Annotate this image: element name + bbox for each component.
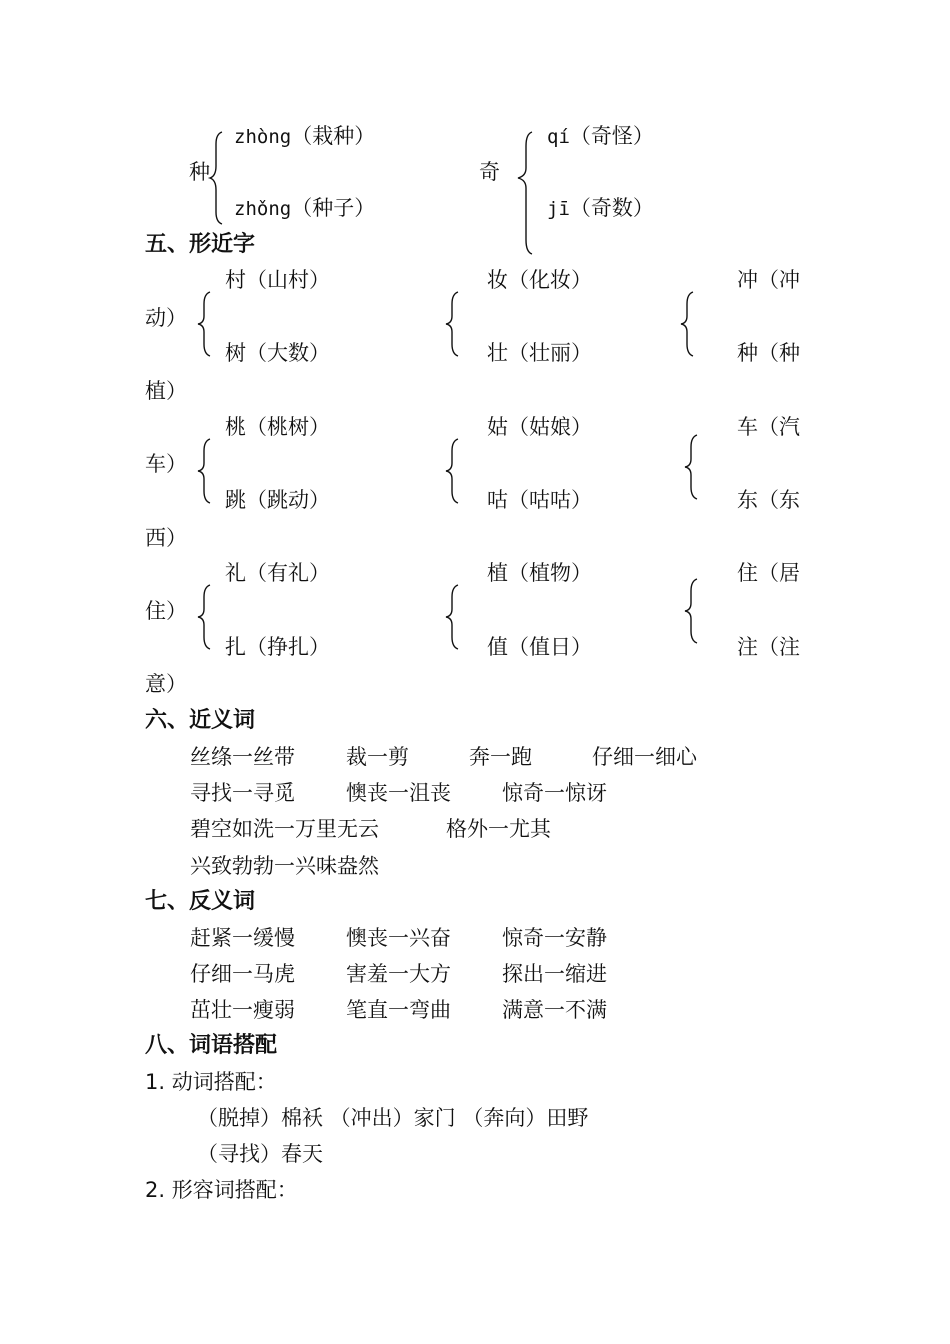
item-label: 1. 动词搭配：: [145, 1070, 277, 1094]
synonym-pair: 格外一尤其: [446, 817, 551, 841]
wrapped-text: 住）: [145, 599, 187, 623]
wrapped-text: 车）: [145, 452, 187, 476]
similar-char-top: 村（山村）: [225, 268, 330, 292]
similar-char-top: 住（居: [737, 561, 800, 585]
example-word: （栽种）: [291, 124, 376, 148]
wrapped-text: 意）: [145, 672, 187, 696]
similar-char-bottom: 值（值日）: [487, 635, 592, 659]
synonym-pair: 碧空如洗一万里无云: [190, 817, 379, 841]
polyphone-reading-2: [234, 196, 375, 221]
polyphone-reading-2: [547, 196, 654, 221]
similar-char-top: 礼（有礼）: [225, 561, 330, 585]
synonym-pair: 裁一剪: [346, 745, 409, 769]
synonym-pair: 惊奇一惊讶: [502, 781, 607, 805]
brace-icon: [514, 128, 534, 258]
brace-icon: [679, 290, 697, 358]
example-word: （奇怪）: [569, 124, 654, 148]
antonym-pair: 笔直一弯曲: [346, 998, 451, 1022]
wrapped-text: 动）: [145, 306, 187, 330]
polyphone-reading-1: [547, 124, 654, 149]
similar-char-top: 桃（桃树）: [225, 415, 330, 439]
pinyin: qí: [547, 126, 570, 148]
collocation-line: （脱掉）棉袄 （冲出）家门 （奔向）田野: [197, 1106, 589, 1130]
similar-char-bottom: 种（种: [737, 341, 800, 365]
brace-icon: [444, 583, 462, 651]
similar-char-top: 车（汽: [737, 415, 800, 439]
synonym-pair: 仔细一细心: [592, 745, 697, 769]
synonym-pair: 奔一跑: [469, 745, 532, 769]
antonym-pair: 害羞一大方: [346, 962, 451, 986]
wrapped-text: 植）: [145, 379, 187, 403]
example-word: （种子）: [291, 196, 376, 220]
brace-icon: [683, 577, 701, 645]
example-word: （奇数）: [569, 196, 654, 220]
section-heading: 七、反义词: [145, 889, 256, 914]
brace-icon: [196, 290, 214, 358]
collocation-line: （寻找）春天: [197, 1142, 323, 1166]
similar-char-top: 植（植物）: [487, 561, 592, 585]
synonym-pair: 丝绦一丝带: [190, 745, 295, 769]
antonym-pair: 茁壮一瘦弱: [190, 998, 295, 1022]
pinyin: zhǒng: [234, 198, 292, 220]
polyphone-reading-1: [234, 124, 375, 149]
similar-char-bottom: 树（大数）: [225, 341, 330, 365]
polyphone-char-zhong: 种: [189, 160, 210, 184]
brace-icon: [444, 437, 462, 505]
pinyin: zhòng: [234, 126, 292, 148]
similar-char-bottom: 注（注: [737, 635, 800, 659]
synonym-pair: 兴致勃勃一兴味盎然: [190, 854, 379, 878]
brace-icon: [683, 433, 701, 501]
section-heading: 五、形近字: [145, 232, 256, 257]
similar-char-top: 妆（化妆）: [487, 268, 592, 292]
antonym-pair: 仔细一马虎: [190, 962, 295, 986]
similar-char-top: 姑（姑娘）: [487, 415, 592, 439]
section-heading: 六、近义词: [145, 708, 256, 733]
section-heading: 八、词语搭配: [145, 1033, 278, 1058]
similar-char-top: 冲（冲: [737, 268, 800, 292]
item-label: 2. 形容词搭配：: [145, 1178, 298, 1202]
similar-char-bottom: 东（东: [737, 488, 800, 512]
synonym-pair: 懊丧一沮丧: [346, 781, 451, 805]
similar-char-bottom: 扎（挣扎）: [225, 635, 330, 659]
similar-char-bottom: 跳（跳动）: [225, 488, 330, 512]
brace-icon: [444, 290, 462, 358]
antonym-pair: 惊奇一安静: [502, 926, 607, 950]
wrapped-text: 西）: [145, 526, 187, 550]
antonym-pair: 满意一不满: [502, 998, 607, 1022]
brace-icon: [196, 583, 214, 651]
antonym-pair: 探出一缩进: [502, 962, 607, 986]
brace-icon: [206, 128, 226, 228]
synonym-pair: 寻找一寻觅: [190, 781, 295, 805]
similar-char-bottom: 咕（咕咕）: [487, 488, 592, 512]
antonym-pair: 懊丧一兴奋: [346, 926, 451, 950]
brace-icon: [196, 437, 214, 505]
polyphone-char-qi: 奇: [479, 160, 500, 184]
similar-char-bottom: 壮（壮丽）: [487, 341, 592, 365]
pinyin: jī: [547, 198, 570, 220]
antonym-pair: 赶紧一缓慢: [190, 926, 295, 950]
